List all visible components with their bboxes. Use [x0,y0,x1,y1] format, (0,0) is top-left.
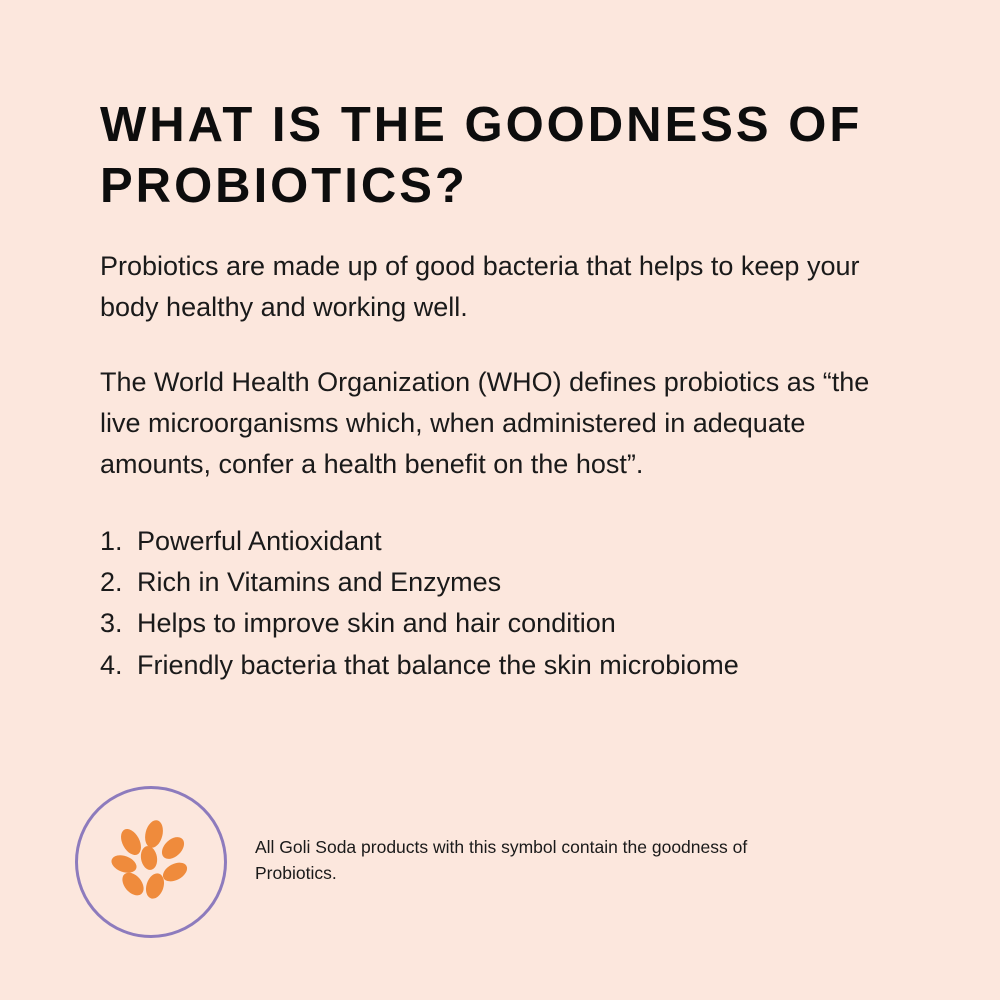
footer-note: All Goli Soda products with this symbol contain the goodness of Probiotics. [255,836,748,883]
probiotic-bacteria-icon [97,806,205,919]
list-item [100,562,900,603]
probiotics-symbol-footer [75,786,815,938]
list-item [100,645,900,686]
list-item [100,521,900,562]
probiotic-badge [75,786,227,938]
list-item-label: Helps to improve skin and hair condition [137,608,616,639]
list-item [100,603,900,644]
list-item-label: Rich in Vitamins and Enzymes [137,566,502,597]
page-title: WHAT IS THE GOODNESS OF PROBIOTICS? [100,98,863,214]
list-item-label: Friendly bacteria that balance the skin microbiome [137,649,739,680]
intro-paragraph: Probiotics are made up of good bacteria that helps to keep your body healthy and working well. [100,250,860,322]
benefits-list [100,521,900,686]
list-item-label: Powerful Antioxidant [137,525,382,556]
who-definition-paragraph: The World Health Organization (WHO) defines probiotics as “the live microorganisms which, when administered in adequate amounts, confer a health benefit on the host”. [100,366,870,479]
list-item-number: 4. [100,649,123,680]
list-item-number: 2. [100,566,123,597]
list-item-number: 3. [100,608,123,639]
list-item-number: 1. [100,525,123,556]
